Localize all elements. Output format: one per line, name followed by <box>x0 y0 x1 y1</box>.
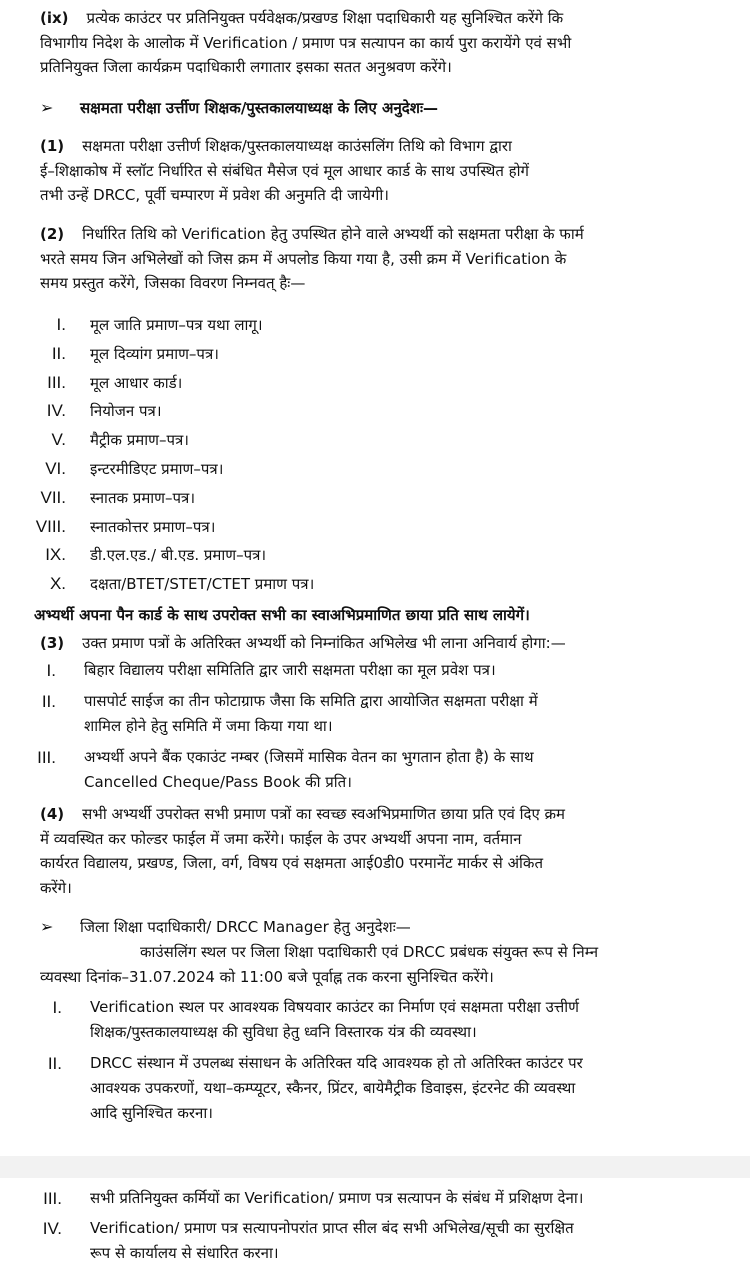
para-2-line: निर्धारित तिथि को Verification हेतु उपस्थित होने वाले अभ्यर्थी को सक्षमता परीक्षा के फार्म <box>82 225 584 243</box>
document-list-item-text <box>90 369 724 397</box>
additional-document-item-line: शामिल होने हेतु समिति में जमा किया गया था। <box>84 717 333 735</box>
section-heading-manager <box>40 915 724 940</box>
document-list-item-number: VII. <box>40 487 66 507</box>
pan-card-note-text: अभ्यर्थी अपना पैन कार्ड के साथ उपरोक्त सभी का स्वाअभिप्रमाणित छाया प्रति साथ लायेगें। <box>34 606 530 624</box>
document-list <box>0 311 750 601</box>
manager-instruction-item-text <box>90 1186 724 1211</box>
paragraph-4 <box>40 802 724 900</box>
pan-card-note <box>34 603 724 628</box>
document-list-item-line: मूल दिव्यांग प्रमाण–पत्र। <box>90 344 219 363</box>
document-list-item-text <box>90 397 724 425</box>
document-list-item-line: इन्टरमीडिएट प्रमाण–पत्र। <box>90 460 224 478</box>
document-list-item-line: डी.एल.एड./ बी.एड. प्रमाण–पत्र। <box>90 546 267 565</box>
additional-document-item-line: Cancelled Cheque/Pass Book की प्रति। <box>84 773 352 791</box>
document-list-item-text <box>90 541 724 569</box>
manager-instruction-item-line: सभी प्रतिनियुक्त कर्मियों का Verification/ प्रमाण पत्र सत्यापन के संबंध में प्रशिक्षण देना। <box>90 1189 584 1207</box>
para-4-line: सभी अभ्यर्थी उपरोक्त सभी प्रमाण पत्रों का स्वच्छ स्वअभिप्रमाणित छाया प्रति एवं दिए क्रम <box>82 805 565 823</box>
additional-document-item-line: अभ्यर्थी अपने बैंक एकाउंट नम्बर (जिसमें मासिक वेतन का भुगतान होता है) के साथ <box>84 748 534 766</box>
paragraph-3 <box>40 631 724 656</box>
document-list-item-number: VI. <box>45 459 66 478</box>
manager-instruction-item-line: आवश्यक उपकरणों, यथा–कम्प्यूटर, स्कैनर, प्रिंटर, बायेमैट्रीक डिवाइस, इंटरनेट की व्यवस्था <box>90 1079 576 1097</box>
manager-instruction-item-line: DRCC संस्थान में उपलब्ध संसाधन के अतिरिक्त यदि आवश्यक हो तो अतिरिक्त काउंटर पर <box>90 1054 583 1072</box>
document-list-item-text <box>90 340 724 368</box>
additional-document-item-text <box>84 745 724 795</box>
document-list-item-line: मैट्रीक प्रमाण–पत्र। <box>90 431 189 450</box>
paragraph-2 <box>40 222 724 296</box>
document-list-item-number: V. <box>51 430 66 450</box>
additional-document-item-line: बिहार विद्यालय परीक्षा समितिति द्वार जारी सक्षमता परीक्षा का मूल प्रवेश पत्र। <box>84 661 496 679</box>
additional-document-item-text <box>84 658 724 683</box>
manager-intro-cont <box>40 965 724 990</box>
manager-instruction-item-line: Verification/ प्रमाण पत्र सत्यापनोपरांत प्राप्त सील बंद सभी अभिलेख/सूची का सुरक्षित <box>90 1219 574 1237</box>
arrow-bullet-icon: ➢ <box>40 917 54 936</box>
heading-text: जिला शिक्षा पदाधिकारी/ DRCC Manager हेतु अनुदेशः— <box>80 918 411 936</box>
manager-instruction-item-text <box>90 1216 724 1266</box>
document-list-item-number: VIII. <box>35 516 66 536</box>
manager-instruction-item-number: IV. <box>42 1219 62 1238</box>
paragraph-ix <box>40 6 724 80</box>
document-list-item-text <box>90 426 724 454</box>
document-list-item-number: X. <box>49 574 66 594</box>
document-list-item-text <box>90 570 724 598</box>
document-list-item-number: I. <box>56 315 66 334</box>
document-list-item-text <box>90 484 724 512</box>
para-ix-line: प्रत्येक काउंटर पर प्रतिनियुक्त पर्यवेक्षक/प्रखण्ड शिक्षा पदाधिकारी यह सुनिश्चित करेंगे कि <box>86 9 564 27</box>
para-3-intro: उक्त प्रमाण पत्रों के अतिरिक्त अभ्यर्थी को निम्नांकित अभिलेख भी लाना अनिवार्य होगा:— <box>82 634 566 652</box>
manager-intro-line: काउंसलिंग स्थल पर जिला शिक्षा पदाधिकारी एवं DRCC प्रबंधक संयुक्त रूप से निम्न <box>140 943 599 961</box>
manager-intro <box>140 940 724 965</box>
manager-instruction-item-line: शिक्षक/पुस्तकालयाध्यक्ष की सुविधा हेतु ध्वनि विस्तारक यंत्र की व्यवस्था। <box>90 1023 477 1041</box>
para-2-label: (2) <box>40 225 65 243</box>
arrow-bullet-icon: ➢ <box>40 98 54 117</box>
manager-instructions-list-continued <box>0 1186 750 1276</box>
para-1-line: ई–शिक्षाकोष में स्लॉट निर्धारित से संबंधित मैसेज एवं मूल आधार कार्ड के साथ उपस्थित होगें <box>40 161 529 180</box>
para-4-line: करेंगे। <box>40 878 72 897</box>
para-ix-line: प्रतिनियुक्त जिला कार्यक्रम पदाधिकारी लगातार इसका सतत अनुश्रवण करेंगे। <box>40 58 452 76</box>
additional-documents-list <box>0 658 750 791</box>
document-list-item-line: दक्षता/BTET/STET/CTET प्रमाण पत्र। <box>90 575 315 594</box>
document-list-item-number: III. <box>47 372 66 392</box>
para-1-label: (1) <box>40 137 65 155</box>
paragraph-1 <box>40 134 724 208</box>
manager-instruction-item-number: III. <box>43 1189 62 1208</box>
document-list-item-line: स्नातक प्रमाण–पत्र। <box>90 488 195 507</box>
para-ix-line: विभागीय निदेश के आलोक में Verification / प्रमाण पत्र सत्यापन का कार्य पुरा करायेंगे एवं सभी <box>40 33 572 52</box>
additional-document-item-number: II. <box>41 692 56 711</box>
manager-instruction-item-line: आदि सुनिश्चित करना। <box>90 1104 213 1122</box>
document-list-item-line: मूल आधार कार्ड। <box>90 373 183 392</box>
additional-document-item-number: III. <box>37 748 56 767</box>
document-list-item-text <box>90 513 724 541</box>
para-4-label: (4) <box>40 805 65 823</box>
para-2-line: भरते समय जिन अभिलेखों को जिस क्रम में अपलोड किया गया है, उसी क्रम में Verification के <box>40 249 567 268</box>
section-heading-teachers <box>40 96 724 121</box>
para-4-line: में व्यवस्थित कर फोल्डर फाईल में जमा करेंगे। फाईल के उपर अभ्यर्थी अपना नाम, वर्तमान <box>40 829 522 848</box>
additional-document-item-text <box>84 689 724 739</box>
manager-instructions-list <box>0 995 750 1155</box>
manager-instruction-item-line: रूप से कार्यालय से संधारित करना। <box>90 1244 279 1262</box>
manager-intro-line: व्यवस्था दिनांक–31.07.2024 को 11:00 बजे पूर्वाह्न तक करना सुनिश्चित करेंगे। <box>40 968 494 986</box>
manager-instruction-item-line: Verification स्थल पर आवश्यक विषयवार काउंटर का निर्माण एवं सक्षमता परीक्षा उत्तीर्ण <box>90 998 579 1016</box>
para-1-line: तभी उन्हें DRCC, पूर्वी चम्पारण में प्रवेश की अनुमति दी जायेगी। <box>40 186 389 204</box>
page-break-divider <box>0 1156 750 1178</box>
document-list-item-number: II. <box>51 343 66 363</box>
para-3-label: (3) <box>40 634 65 652</box>
manager-instruction-item-number: II. <box>47 1054 62 1073</box>
document-list-item-line: नियोजन पत्र। <box>90 402 162 421</box>
document-list-item-text <box>90 311 724 339</box>
manager-instruction-item-text <box>90 995 724 1045</box>
document-list-item-number: IX. <box>45 545 66 565</box>
manager-instruction-item-number: I. <box>52 998 62 1017</box>
heading-text: सक्षमता परीक्षा उर्त्तीण शिक्षक/पुस्तकालयाध्यक्ष के लिए अनुदेशः— <box>80 99 438 117</box>
para-1-line: सक्षमता परीक्षा उत्तीर्ण शिक्षक/पुस्तकालयाध्यक्ष काउंसलिंग तिथि को विभाग द्वारा <box>82 137 512 155</box>
para-4-line: कार्यरत विद्यालय, प्रखण्ड, जिला, वर्ग, विषय एवं सक्षमता आई0डी0 परमानेंट मार्कर से अंकित <box>40 854 544 872</box>
additional-document-item-number: I. <box>46 661 56 680</box>
para-ix-label: (ix) <box>40 9 69 27</box>
para-2-line: समय प्रस्तुत करेंगे, जिसका विवरण निम्नवत् हैः— <box>40 274 306 292</box>
document-list-item-line: मूल जाति प्रमाण–पत्र यथा लागू। <box>90 316 263 334</box>
document-list-item-text <box>90 455 724 483</box>
document-list-item-line: स्नातकोत्तर प्रमाण–पत्र। <box>90 517 216 536</box>
document-list-item-number: IV. <box>46 401 66 421</box>
additional-document-item-line: पासपोर्ट साईज का तीन फोटाग्राफ जैसा कि समिति द्वारा आयोजित सक्षमता परीक्षा में <box>84 692 538 710</box>
manager-instruction-item-text <box>90 1051 724 1126</box>
